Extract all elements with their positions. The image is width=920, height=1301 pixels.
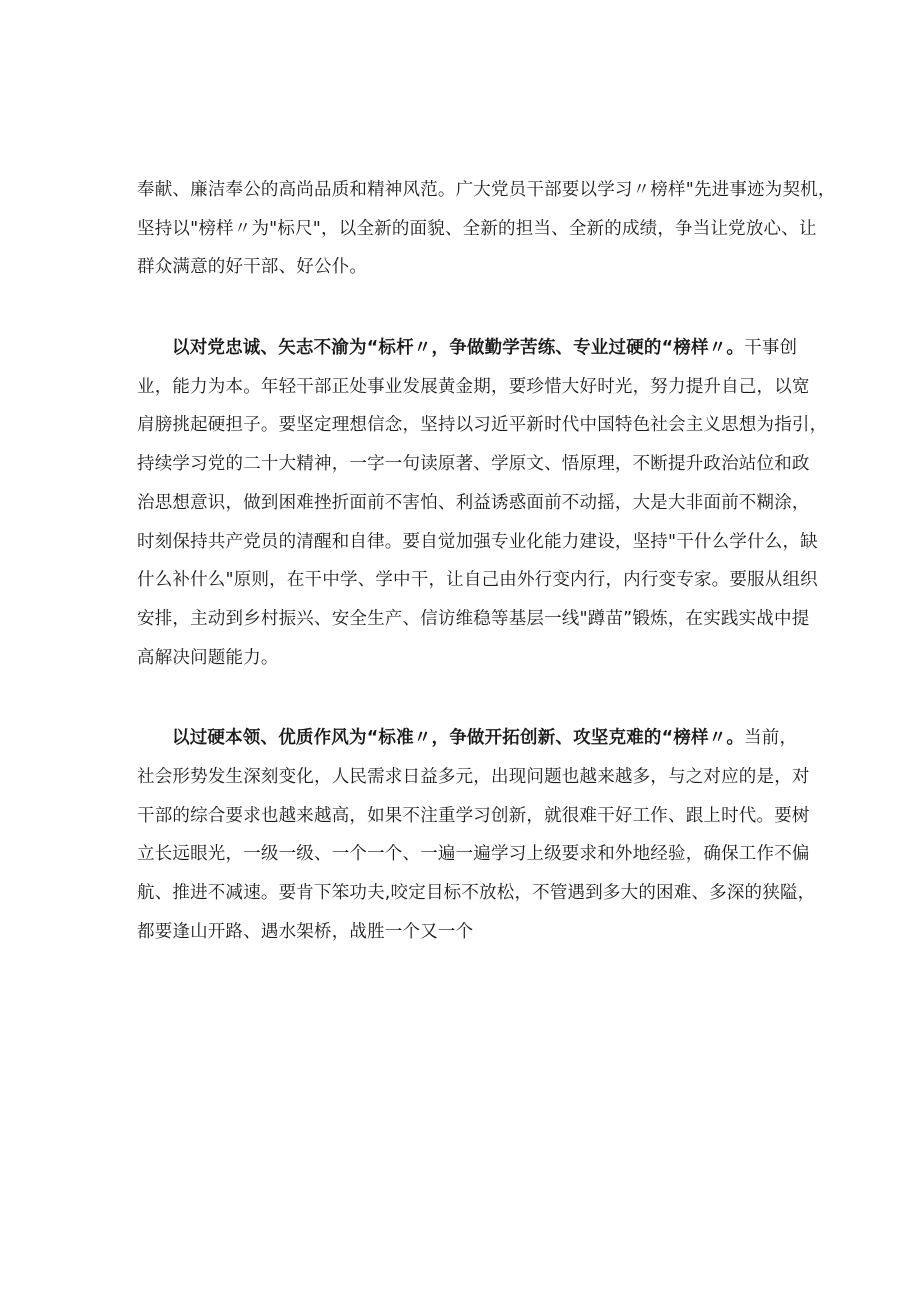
text-line: 持续学习党的二十大精神，一字一句读原著、学原文、悟原理，不断提升政治站位和政 xyxy=(137,454,810,475)
text-line: 奉献、廉洁奉公的高尚品质和精神风范。广大党员干部要以学习〃榜样"先进事迹为契机， xyxy=(137,180,836,200)
text-line: 干部的综合要求也越来越高，如果不注重学习创新，就很难干好工作、跟上时代。要树 xyxy=(137,805,810,826)
text-line: 群众满意的好干部、好公仆。 xyxy=(137,257,368,278)
text-line: 社会形势发生深刻变化，人民需求日益多元，出现问题也越来越多，与之对应的是，对 xyxy=(137,766,810,787)
text-line: 安排，主动到乡村振兴、安全生产、信访维稳等基层一线"蹲苗”锻炼，在实践实战中提 xyxy=(137,608,810,629)
section-heading: 以过硬本领、优质作风为“标准〃，争做开拓创新、攻坚克难的“榜样〃。 xyxy=(172,728,745,749)
text-line: 治思想意识，做到困难挫折面前不害怕、利益诱惑面前不动摇，大是大非面前不糊涂， xyxy=(137,492,810,513)
text-line: 什么补什么"原则，在干中学、学中干，让自己由外行变内行，内行变专家。要服从组织 xyxy=(137,570,818,591)
text-line xyxy=(137,719,803,758)
paragraph-2 xyxy=(137,329,828,677)
text-line: 航、推进不减速。要肯下笨功夫,咬定目标不放松，不管遇到多大的困难、多深的狭隘， xyxy=(137,883,816,903)
text-line: 时刻保持共产党员的清醒和自律。要自觉加强专业化能力建设，坚持"干什么学什么，缺 xyxy=(137,531,818,552)
document-page xyxy=(137,171,836,951)
paragraph-1 xyxy=(137,171,836,287)
text-line: 立长远眼光，一级一级、一个一个、一遍一遍学习上级要求和外地经验，确保工作不偏 xyxy=(137,844,810,865)
text-line: 肩膀挑起硬担子。要坚定理想信念，坚持以习近平新时代中国特色社会主义思想为指引， xyxy=(137,415,828,436)
text-line: 都要逢山开路、遇水架桥，战胜一个又一个 xyxy=(137,921,474,942)
text-line: 业，能力为本。年轻干部正处事业发展黄金期，要珍惜大好时光，努力提升自己，以宽 xyxy=(137,376,810,397)
text-line xyxy=(137,329,803,368)
heading-continuation: 当前， xyxy=(744,728,798,749)
text-line: 高解决问题能力。 xyxy=(137,647,279,668)
paragraph-gap xyxy=(137,287,803,329)
paragraph-3 xyxy=(137,719,816,951)
heading-continuation: 干事创 xyxy=(744,338,798,359)
section-heading: 以对党忠诚、矢志不渝为“标杆〃，争做勤学苦练、专业过硬的“榜样〃。 xyxy=(172,338,745,359)
text-line: 坚持以"榜样〃为"标尺"，以全新的面貌、全新的担当、全新的成绩，争当让党放心、让 xyxy=(137,218,817,239)
paragraph-gap xyxy=(137,677,803,719)
